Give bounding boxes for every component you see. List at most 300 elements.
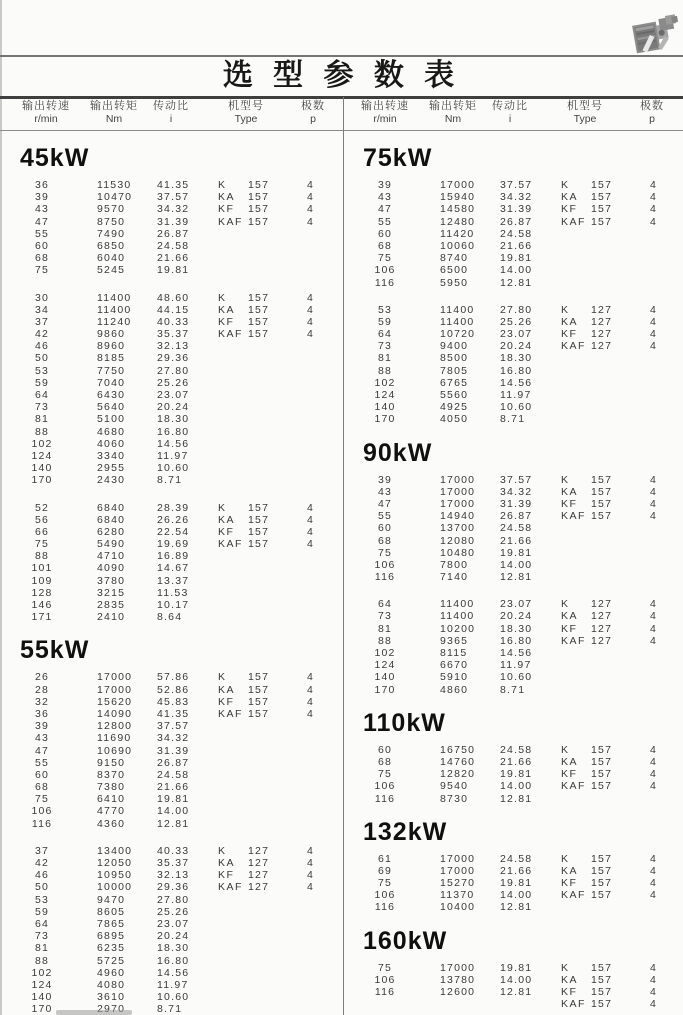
cell-output-speed: 50 [34,881,50,894]
cell-type-prefix: KA [561,191,579,204]
table-row [0,203,343,215]
cell-poles [296,894,325,906]
cell-ratio: 10.60 [157,991,190,1004]
cell-type-prefix [218,757,248,769]
cell-output-speed: 75 [377,768,393,781]
table-row [343,277,683,289]
cell-type-number [248,745,296,757]
cell-poles [296,818,325,830]
cell-ratio: 21.66 [157,781,190,794]
cell-type-prefix [218,720,248,732]
cell-type-prefix [561,559,591,571]
cell-type-number: 157 [248,513,270,526]
cell-type-prefix [561,365,591,377]
cell-poles: 4 [649,973,658,986]
cell-poles [639,659,668,671]
cell-type-number [248,918,296,930]
cell-type-prefix [561,647,591,659]
table-row [0,1003,343,1015]
table-row [343,535,683,547]
cell-type-prefix: KAF [561,889,586,902]
cell-type-prefix [561,264,591,276]
cell-poles: 4 [306,844,315,857]
table-row [0,292,343,304]
cell-type-prefix: KF [218,869,235,882]
cell-type-prefix [218,611,248,623]
cell-ratio: 41.35 [157,707,190,720]
cell-type-prefix [561,684,591,696]
cell-ratio: 16.80 [500,634,533,647]
cell-type-number [591,522,639,534]
cell-output-speed: 170 [31,474,53,487]
cell-type-prefix: K [561,598,570,611]
cell-type-number [248,401,296,413]
cell-poles: 4 [649,179,658,191]
cell-type-number: 127 [591,598,613,611]
cell-output-torque: 14760 [440,755,476,768]
cell-poles: 4 [306,501,315,514]
cell-ratio: 21.66 [500,534,533,547]
cell-type-number [248,930,296,942]
cell-poles [296,474,325,486]
cell-output-torque: 12820 [440,768,476,781]
cell-ratio: 37.57 [157,191,190,204]
cell-ratio: 57.86 [157,671,190,684]
section-heading: 90kW [363,438,433,467]
table-row [0,991,343,1003]
gearbox-photo-image [628,8,682,62]
power-section [0,145,343,623]
table-row [343,498,683,510]
cell-output-torque: 2430 [97,474,126,487]
cell-poles: 4 [649,497,658,510]
cell-output-torque: 14090 [97,707,133,720]
cell-ratio: 21.66 [500,755,533,768]
cell-poles: 4 [306,315,315,328]
cell-output-speed: 124 [374,389,396,401]
cell-poles [639,684,668,696]
cell-output-torque: 6235 [97,942,126,955]
cell-poles: 4 [649,328,658,341]
cell-type-number: 157 [591,780,613,793]
cell-ratio: 12.81 [157,817,190,830]
cell-output-torque: 10470 [97,191,133,204]
table-row [0,720,343,732]
table-row [343,203,683,215]
cell-ratio: 34.32 [500,485,533,498]
cell-type-prefix [218,587,248,599]
cell-output-torque: 14580 [440,203,476,216]
cell-type-number [591,377,639,389]
cell-type-prefix: KAF [218,215,243,228]
cell-type-prefix [218,818,248,830]
cell-ratio: 23.07 [500,598,533,611]
cell-output-speed: 53 [34,893,50,906]
table-row [0,732,343,744]
cell-output-speed: 64 [377,598,393,611]
cell-ratio: 24.58 [500,852,533,865]
cell-output-speed: 69 [377,864,393,877]
cell-ratio: 29.36 [157,352,190,365]
cell-output-torque: 11400 [97,303,132,316]
cell-type-number: 157 [591,864,613,877]
cell-type-number: 127 [591,340,613,353]
cell-output-speed: 88 [34,425,50,438]
cell-ratio: 19.81 [500,252,533,265]
cell-type-number [591,535,639,547]
cell-type-number [591,647,639,659]
cell-ratio: 37.57 [500,179,533,191]
header-output-speed: 输出转速 r/min [22,100,70,125]
cell-type-number [248,587,296,599]
cell-ratio: 14.56 [157,437,190,450]
cell-type-number: 157 [248,501,270,514]
cell-poles [296,462,325,474]
cell-type-prefix: KA [561,755,579,768]
cell-output-torque: 11400 [440,598,475,611]
data-block [343,598,683,696]
table-header-row [0,99,683,130]
cell-type-number: 157 [591,877,613,890]
cell-ratio: 8.71 [157,474,183,487]
cell-type-number [591,252,639,264]
cell-poles: 4 [306,695,315,708]
power-section [343,928,683,1011]
cell-type-prefix: K [561,473,570,486]
table-row [0,240,343,252]
cell-type-prefix [218,979,248,991]
cell-output-torque: 4090 [97,562,126,575]
section-heading: 75kW [363,144,433,172]
cell-ratio: 14.56 [157,966,190,979]
table-row [0,793,343,805]
cell-type-number [591,365,639,377]
cell-output-speed: 68 [34,781,50,794]
table-row [0,462,343,474]
cell-ratio: 25.26 [500,315,533,328]
cell-type-prefix: KF [218,203,235,216]
table-row [0,365,343,377]
cell-type-prefix [218,462,248,474]
cell-type-prefix: KA [561,485,579,498]
header-ratio: 传动比 i [492,100,528,125]
cell-output-speed: 55 [34,756,50,769]
table-row [343,647,683,659]
table-row [0,538,343,550]
cell-output-speed: 106 [374,264,396,277]
cell-ratio: 16.89 [157,550,190,563]
cell-type-number [248,781,296,793]
table-row [343,768,683,780]
left-column [0,133,343,1015]
cell-output-torque: 7490 [97,227,126,240]
cell-type-prefix [561,240,591,252]
cell-poles: 4 [306,303,315,316]
cell-type-prefix [561,522,591,534]
cell-output-speed: 170 [374,683,396,696]
cell-poles: 4 [649,485,658,498]
cell-type-prefix: KAF [561,998,586,1011]
cell-output-speed: 116 [374,986,396,998]
cell-type-number: 157 [591,203,613,216]
cell-output-torque: 8605 [97,905,126,918]
cell-ratio: 52.86 [157,683,190,696]
cell-ratio: 26.87 [500,510,533,523]
cell-poles: 4 [306,525,315,538]
cell-output-speed: 47 [34,744,50,757]
header-ratio: 传动比 i [153,100,189,125]
table-row [343,780,683,792]
cell-type-prefix: K [218,844,227,857]
cell-output-speed: 81 [34,413,50,426]
cell-ratio: 32.13 [157,340,190,353]
cell-ratio: 11.97 [500,659,532,672]
cell-output-torque: 8185 [97,352,126,365]
cell-type-prefix [218,340,248,352]
cell-output-speed: 59 [34,376,50,389]
cell-output-speed: 140 [31,991,53,1004]
table-row [0,942,343,954]
cell-type-number [248,979,296,991]
cell-poles [639,228,668,240]
cell-type-number: 157 [591,986,613,998]
cell-output-speed: 68 [377,534,393,547]
cell-poles [296,732,325,744]
cell-poles: 4 [649,780,658,793]
cell-type-prefix [218,894,248,906]
table-row [0,611,343,623]
cell-type-number: 127 [248,881,270,894]
cell-ratio: 20.24 [157,930,190,943]
cell-ratio: 11.97 [500,389,532,401]
cell-output-torque: 2410 [97,611,126,624]
data-block [343,179,683,289]
page-title: 选 型 参 数 表 [222,59,461,92]
table-row [0,857,343,869]
cell-ratio: 35.37 [157,857,190,869]
cell-type-prefix [218,426,248,438]
table-row [0,426,343,438]
cell-output-speed: 73 [377,340,393,353]
cell-type-prefix [561,413,591,425]
cell-output-torque: 4360 [97,817,126,830]
cell-ratio: 8.71 [500,413,526,426]
cell-output-speed: 60 [34,239,50,252]
cell-type-prefix: KA [218,303,236,316]
cell-output-torque: 17000 [440,485,476,498]
cell-output-speed: 102 [31,966,53,979]
cell-type-number: 157 [248,695,270,708]
cell-ratio: 21.66 [500,239,533,252]
cell-ratio [500,998,561,1010]
cell-type-prefix: KA [561,610,579,623]
cell-type-number: 127 [591,315,613,328]
cell-type-number [248,793,296,805]
cell-poles [296,906,325,918]
cell-type-number: 157 [591,743,613,756]
cell-type-prefix [218,1003,248,1015]
cell-type-number [248,462,296,474]
power-section [343,145,683,426]
cell-output-torque [409,998,500,1010]
cell-poles [296,438,325,450]
cell-poles: 4 [649,191,658,204]
cell-type-number: 127 [591,303,613,316]
cell-poles [296,793,325,805]
table-row [343,377,683,389]
table-header-right [343,99,683,130]
cell-poles [296,550,325,562]
table-row [0,930,343,942]
cell-poles [296,377,325,389]
cell-type-number [248,252,296,264]
cell-type-number [248,426,296,438]
cell-output-torque: 9540 [440,780,469,793]
cell-type-prefix [218,991,248,1003]
cell-poles [639,535,668,547]
cell-type-number [248,818,296,830]
cell-ratio: 21.66 [157,252,190,265]
cell-ratio: 45.83 [157,695,190,708]
cell-ratio: 27.80 [157,893,190,906]
cell-output-torque: 10200 [440,622,476,635]
table-row [343,962,683,974]
cell-poles [296,979,325,991]
cell-output-speed: 68 [34,252,50,265]
table-row [343,340,683,352]
cell-poles [639,647,668,659]
cell-type-prefix [218,599,248,611]
cell-ratio: 11.97 [157,978,189,991]
cutoff-print-artifact [56,1010,132,1015]
cell-poles [296,389,325,401]
table-row [343,474,683,486]
cell-ratio: 31.39 [500,497,533,510]
cell-type-number: 157 [248,203,270,216]
cell-output-speed: 124 [31,978,53,991]
table-row [0,781,343,793]
cell-output-speed: 116 [374,571,396,584]
cell-output-torque: 5910 [440,671,469,684]
cell-output-speed: 140 [374,401,396,414]
cell-type-number: 127 [591,328,613,341]
cell-type-prefix: KA [561,315,579,328]
cell-poles [296,562,325,574]
cell-type-number [591,547,639,559]
cell-type-prefix: KF [561,986,578,998]
cell-poles [296,930,325,942]
table-row [343,986,683,998]
table-row [0,745,343,757]
cell-ratio: 22.54 [157,525,190,538]
cell-poles [296,955,325,967]
cell-output-torque: 9570 [97,203,126,216]
cell-type-prefix: KAF [561,780,586,793]
table-row [0,352,343,364]
cell-poles [296,745,325,757]
cell-type-number: 127 [591,634,613,647]
cell-output-torque: 11400 [440,610,475,623]
cell-poles [296,365,325,377]
cell-poles: 4 [306,671,315,684]
cell-ratio: 34.32 [157,732,190,745]
table-row [343,413,683,425]
cell-output-torque: 5725 [97,954,126,967]
cell-output-speed: 55 [377,510,393,523]
cell-poles: 4 [649,203,658,216]
table-row [0,918,343,930]
power-section [343,710,683,805]
cell-poles [296,252,325,264]
cell-poles: 4 [306,881,315,894]
cell-poles [296,1003,325,1015]
cell-output-torque: 3610 [97,991,126,1004]
cell-type-prefix [218,377,248,389]
top-rule [0,55,683,57]
cell-output-speed: 60 [34,768,50,781]
table-row [0,389,343,401]
data-block [343,962,683,1011]
cell-ratio: 26.87 [157,756,190,769]
cell-poles: 4 [306,513,315,526]
cell-poles [639,413,668,425]
cell-poles: 4 [649,315,658,328]
table-row [0,502,343,514]
cell-type-prefix: KF [561,768,578,781]
cell-output-speed: 116 [374,901,396,914]
table-row [0,818,343,830]
cell-ratio: 20.24 [500,340,533,353]
cell-ratio: 11.53 [157,586,189,599]
cell-type-prefix: KF [561,877,578,890]
cell-output-torque: 4050 [440,413,469,426]
table-row [0,474,343,486]
cell-output-speed: 43 [377,485,393,498]
cell-ratio: 16.80 [500,364,533,377]
cell-output-speed: 106 [31,805,53,818]
cell-type-number [248,474,296,486]
table-row [0,562,343,574]
cell-type-number: 157 [248,707,270,720]
cell-type-prefix [218,930,248,942]
cell-type-number: 157 [248,315,270,328]
cell-output-torque: 4860 [440,683,469,696]
cell-output-torque: 10720 [440,328,476,341]
cell-poles [296,942,325,954]
table-row [0,967,343,979]
cell-type-prefix: KAF [561,340,586,353]
table-row [0,252,343,264]
cell-output-torque: 14940 [440,510,476,523]
cell-poles: 4 [649,473,658,486]
cell-output-torque: 13780 [440,973,476,986]
cell-ratio: 10.60 [157,462,190,475]
cell-poles: 4 [306,179,315,191]
cell-output-speed: 26 [34,671,50,684]
cell-poles [639,277,668,289]
cell-poles: 4 [649,215,658,228]
table-row [343,889,683,901]
cell-ratio: 19.81 [157,793,190,806]
cell-type-number [591,352,639,364]
cell-output-torque: 10690 [97,744,133,757]
cell-ratio: 10.60 [500,401,533,414]
cell-poles: 4 [649,998,658,1011]
cell-output-torque: 9860 [97,328,126,341]
cell-poles: 4 [649,755,658,768]
cell-ratio: 19.81 [157,264,190,277]
cell-output-speed: 53 [377,303,393,316]
